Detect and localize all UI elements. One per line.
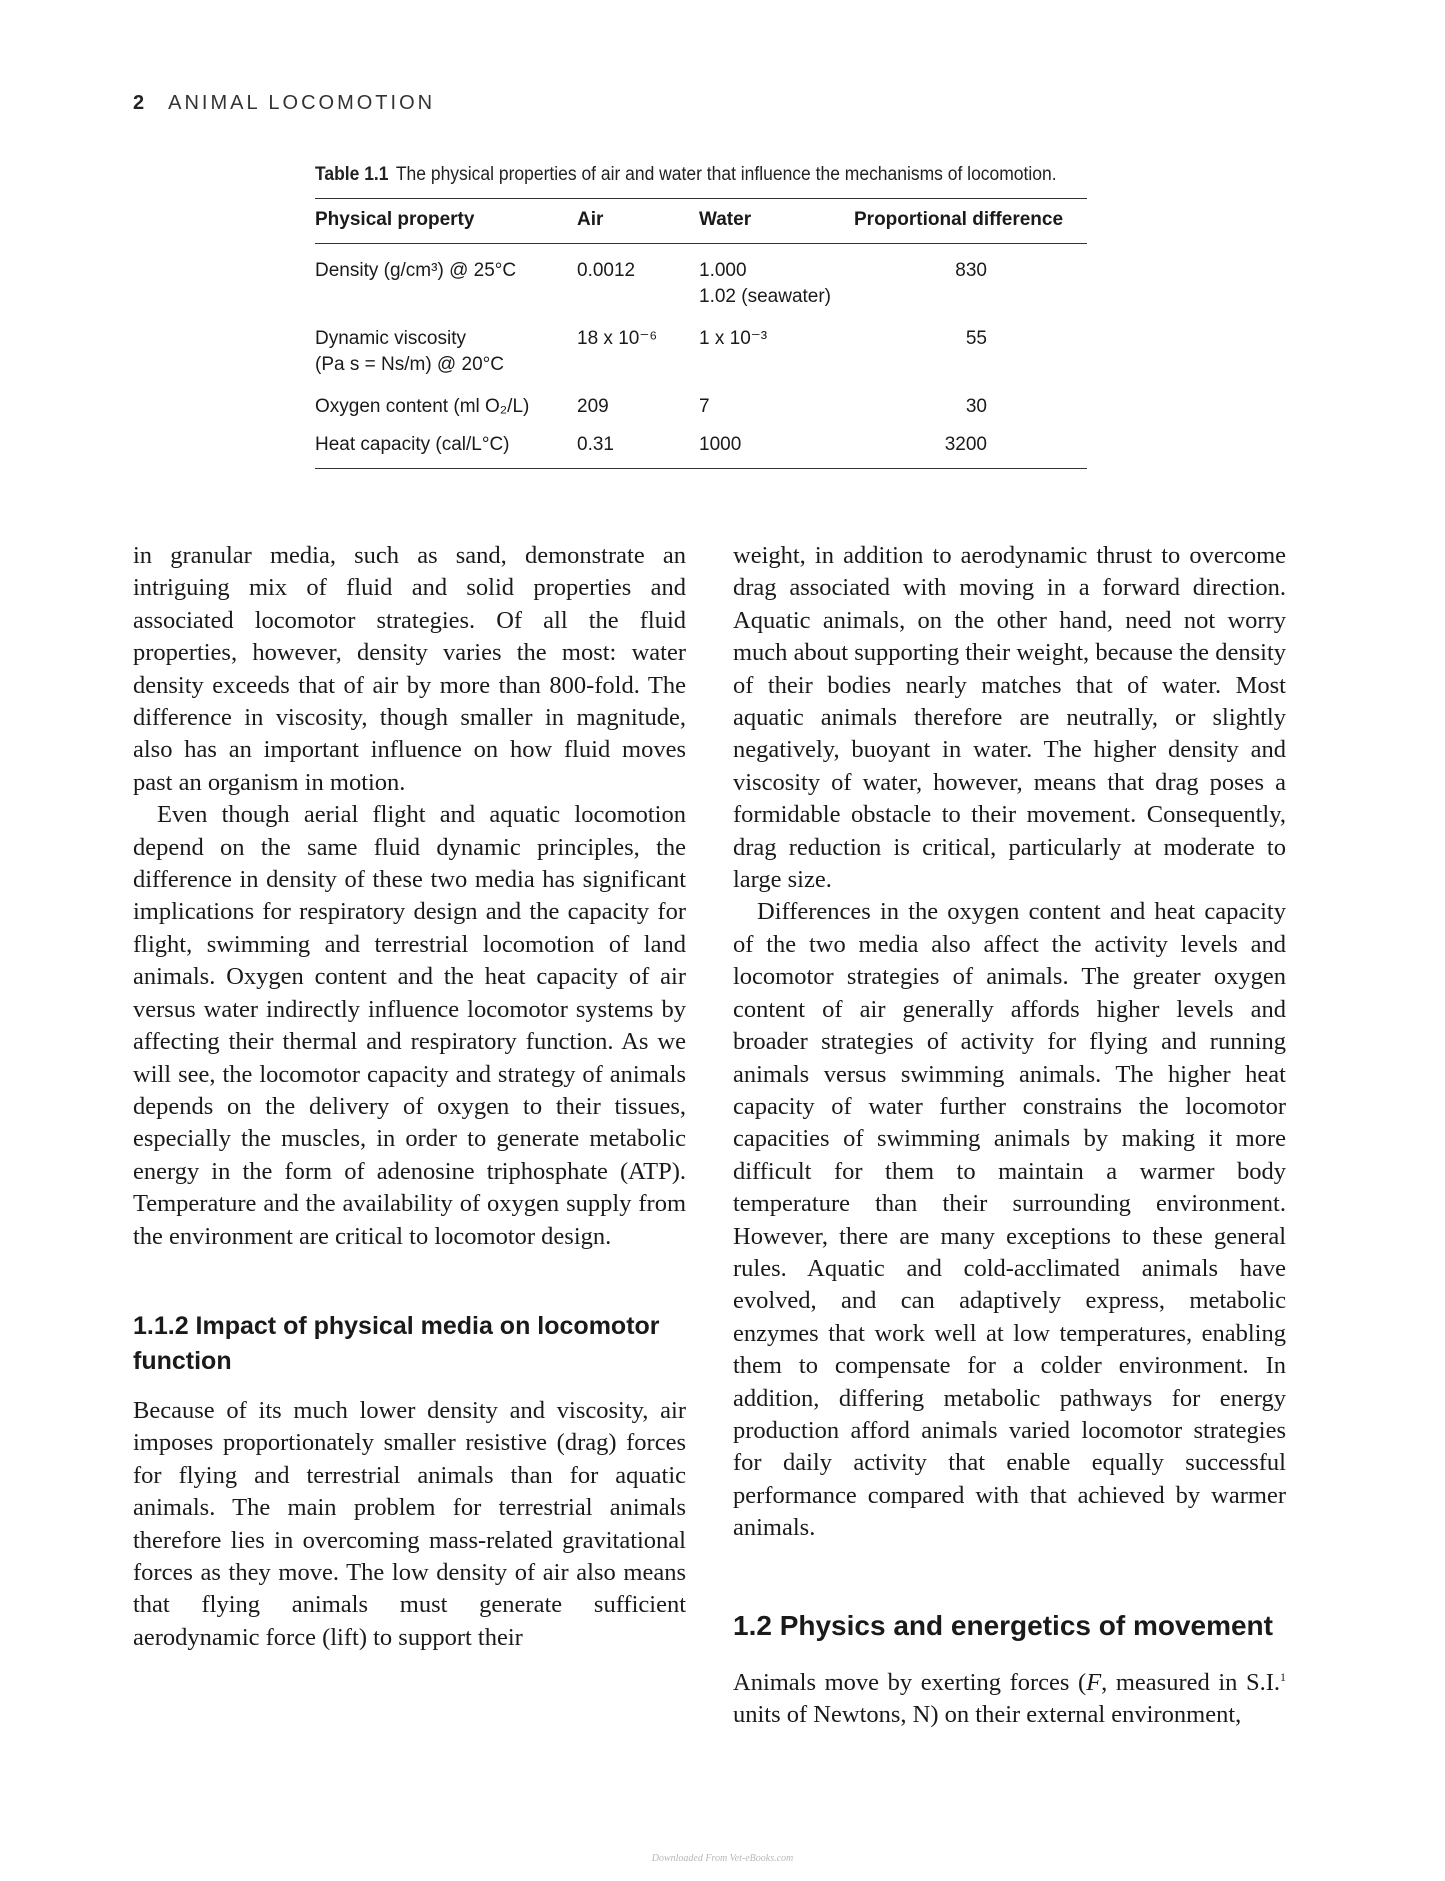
paragraph: Differences in the oxygen content and heat capacity of the two media also affect the activity levels and locomotor strategies of animals. The greater oxygen content of air generally affords higher levels and broader strategies of activity for flying and running animals versus swimming animals. The higher heat capacity of water further constrains the locomotor capacities of swimming animals by making it more difficult for them to maintain a warmer body temperature than their surrounding environment. However, there are many exceptions to these general rules. Aquatic and cold-acclimated animals have evolved, and can adaptively express, metabolic enzymes that work well at low temperatures, enabling them to compensate for a colder environment. In addition, differing metabolic pathways for energy production afford animals varied locomotor strategies for daily activity that enable equally successful performance compared with that achieved by warmer animals. — [733, 898, 1286, 1542]
cell-difference: 830 — [955, 260, 987, 281]
cell-air: 18 x 10⁻⁶ — [577, 328, 658, 349]
table-header-row — [315, 199, 1087, 244]
cell-difference: 55 — [965, 328, 987, 349]
paragraph-text: , measured in S.I. — [1101, 1668, 1281, 1696]
table-row — [315, 382, 1087, 424]
running-head — [133, 92, 435, 115]
right-column — [733, 540, 1286, 1732]
cell-property: Heat capacity (cal/L°C) — [315, 424, 577, 469]
paragraph: Even though aerial flight and aquatic locomotion depend on the same fluid dynamic principles, the difference in density of these two media has significant implications for respiratory design and the capacity for flight, swimming and terrestrial locomotion of land animals. Oxygen content and the heat capacity of air versus water indirectly influence locomotor systems by affecting their thermal and respiratory function. As we will see, the locomotor capacity and strategy of animals depends on the delivery of oxygen to their tissues, especially the muscles, in order to generate metabolic energy in the form of adenosine triphosphate (ATP). Temperature and the availability of oxygen supply from the environment are critical to locomotor design. — [133, 801, 686, 1250]
cell-property-line: (Pa s = Ns/m) @ 20°C — [315, 354, 504, 375]
cell-air: 209 — [577, 396, 609, 417]
force-variable: F — [1086, 1668, 1102, 1696]
cell-difference: 30 — [965, 396, 987, 417]
header-difference: Proportional difference — [854, 199, 1087, 244]
table-caption-text: The physical properties of air and water that influence the mechanisms of locomotion. — [395, 164, 1057, 185]
cell-air: 0.0012 — [577, 260, 636, 281]
cell-water: 7 — [699, 396, 710, 417]
paragraph: weight, in addition to aerodynamic thrust to overcome drag associated with moving in a forward direction. Aquatic animals, on the other hand, need not worry much about supporting their weight, because the density of their bodies nearly matches that of water. Most aquatic animals therefore are neutrally, or slightly negatively, buoyant in water. The higher density and viscosity of water, however, means that drag poses a formidable obstacle to their movement. Consequently, drag reduction is critical, particularly at moderate to large size. — [733, 542, 1286, 894]
cell-property — [315, 314, 577, 382]
paragraph-text: units of Newtons, N) on their external environment, — [733, 1701, 1242, 1729]
left-column — [133, 540, 686, 1654]
cell-air: 0.31 — [577, 424, 699, 469]
cell-property: Density (g/cm³) @ 25°C — [315, 260, 517, 281]
header-air: Air — [577, 199, 699, 244]
paragraph — [733, 1661, 1286, 1732]
section-heading-1-1-2: 1.1.2 Impact of physical media on locomotor function — [133, 1311, 660, 1375]
properties-table — [315, 198, 1087, 469]
table-row — [315, 314, 1087, 382]
table-row — [315, 244, 1087, 315]
table-row — [315, 424, 1087, 469]
footnote-marker: 1 — [1280, 1669, 1287, 1684]
paragraph: Because of its much lower density and viscosity, air imposes proportionately smaller resistive (drag) forces for flying and terrestrial animals than for aquatic animals. The main problem for terrestrial animals therefore lies in overcoming mass-related gravitational forces as they move. The low density of air also means that flying animals must generate sufficient aerodynamic force (lift) to support their — [133, 1396, 686, 1651]
paragraph: in granular media, such as sand, demonstrate an intriguing mix of fluid and solid properties and associated locomotor strategies. Of all the fluid properties, however, density varies the most: water density exceeds that of air by more than 800-fold. The difference in viscosity, though smaller in magnitude, also has an important influence on how fluid moves past an organism in motion. — [133, 542, 686, 796]
table-label: Table 1.1 — [315, 164, 389, 185]
cell-water — [699, 244, 854, 315]
footer-watermark: Downloaded From Vet-eBooks.com — [651, 1853, 794, 1864]
cell-water-line: 1.02 (seawater) — [699, 286, 832, 307]
cell-property-line: Dynamic viscosity — [315, 328, 466, 349]
paragraph-text: Animals move by exerting forces ( — [733, 1668, 1087, 1696]
running-title: ANIMAL LOCOMOTION — [168, 92, 436, 114]
cell-water: 1000 — [699, 424, 854, 469]
table-1-1 — [315, 164, 1087, 469]
header-water: Water — [699, 199, 854, 244]
header-property: Physical property — [315, 199, 577, 244]
table-caption — [315, 164, 1057, 186]
cell-difference: 3200 — [854, 424, 1087, 469]
cell-property: Oxygen content (ml O₂/L) — [315, 396, 530, 417]
cell-water-line: 1.000 — [699, 260, 747, 281]
page-number: 2 — [133, 92, 145, 114]
cell-water: 1 x 10⁻³ — [699, 328, 768, 349]
section-heading-1-2: 1.2 Physics and energetics of movement — [733, 1609, 1273, 1641]
